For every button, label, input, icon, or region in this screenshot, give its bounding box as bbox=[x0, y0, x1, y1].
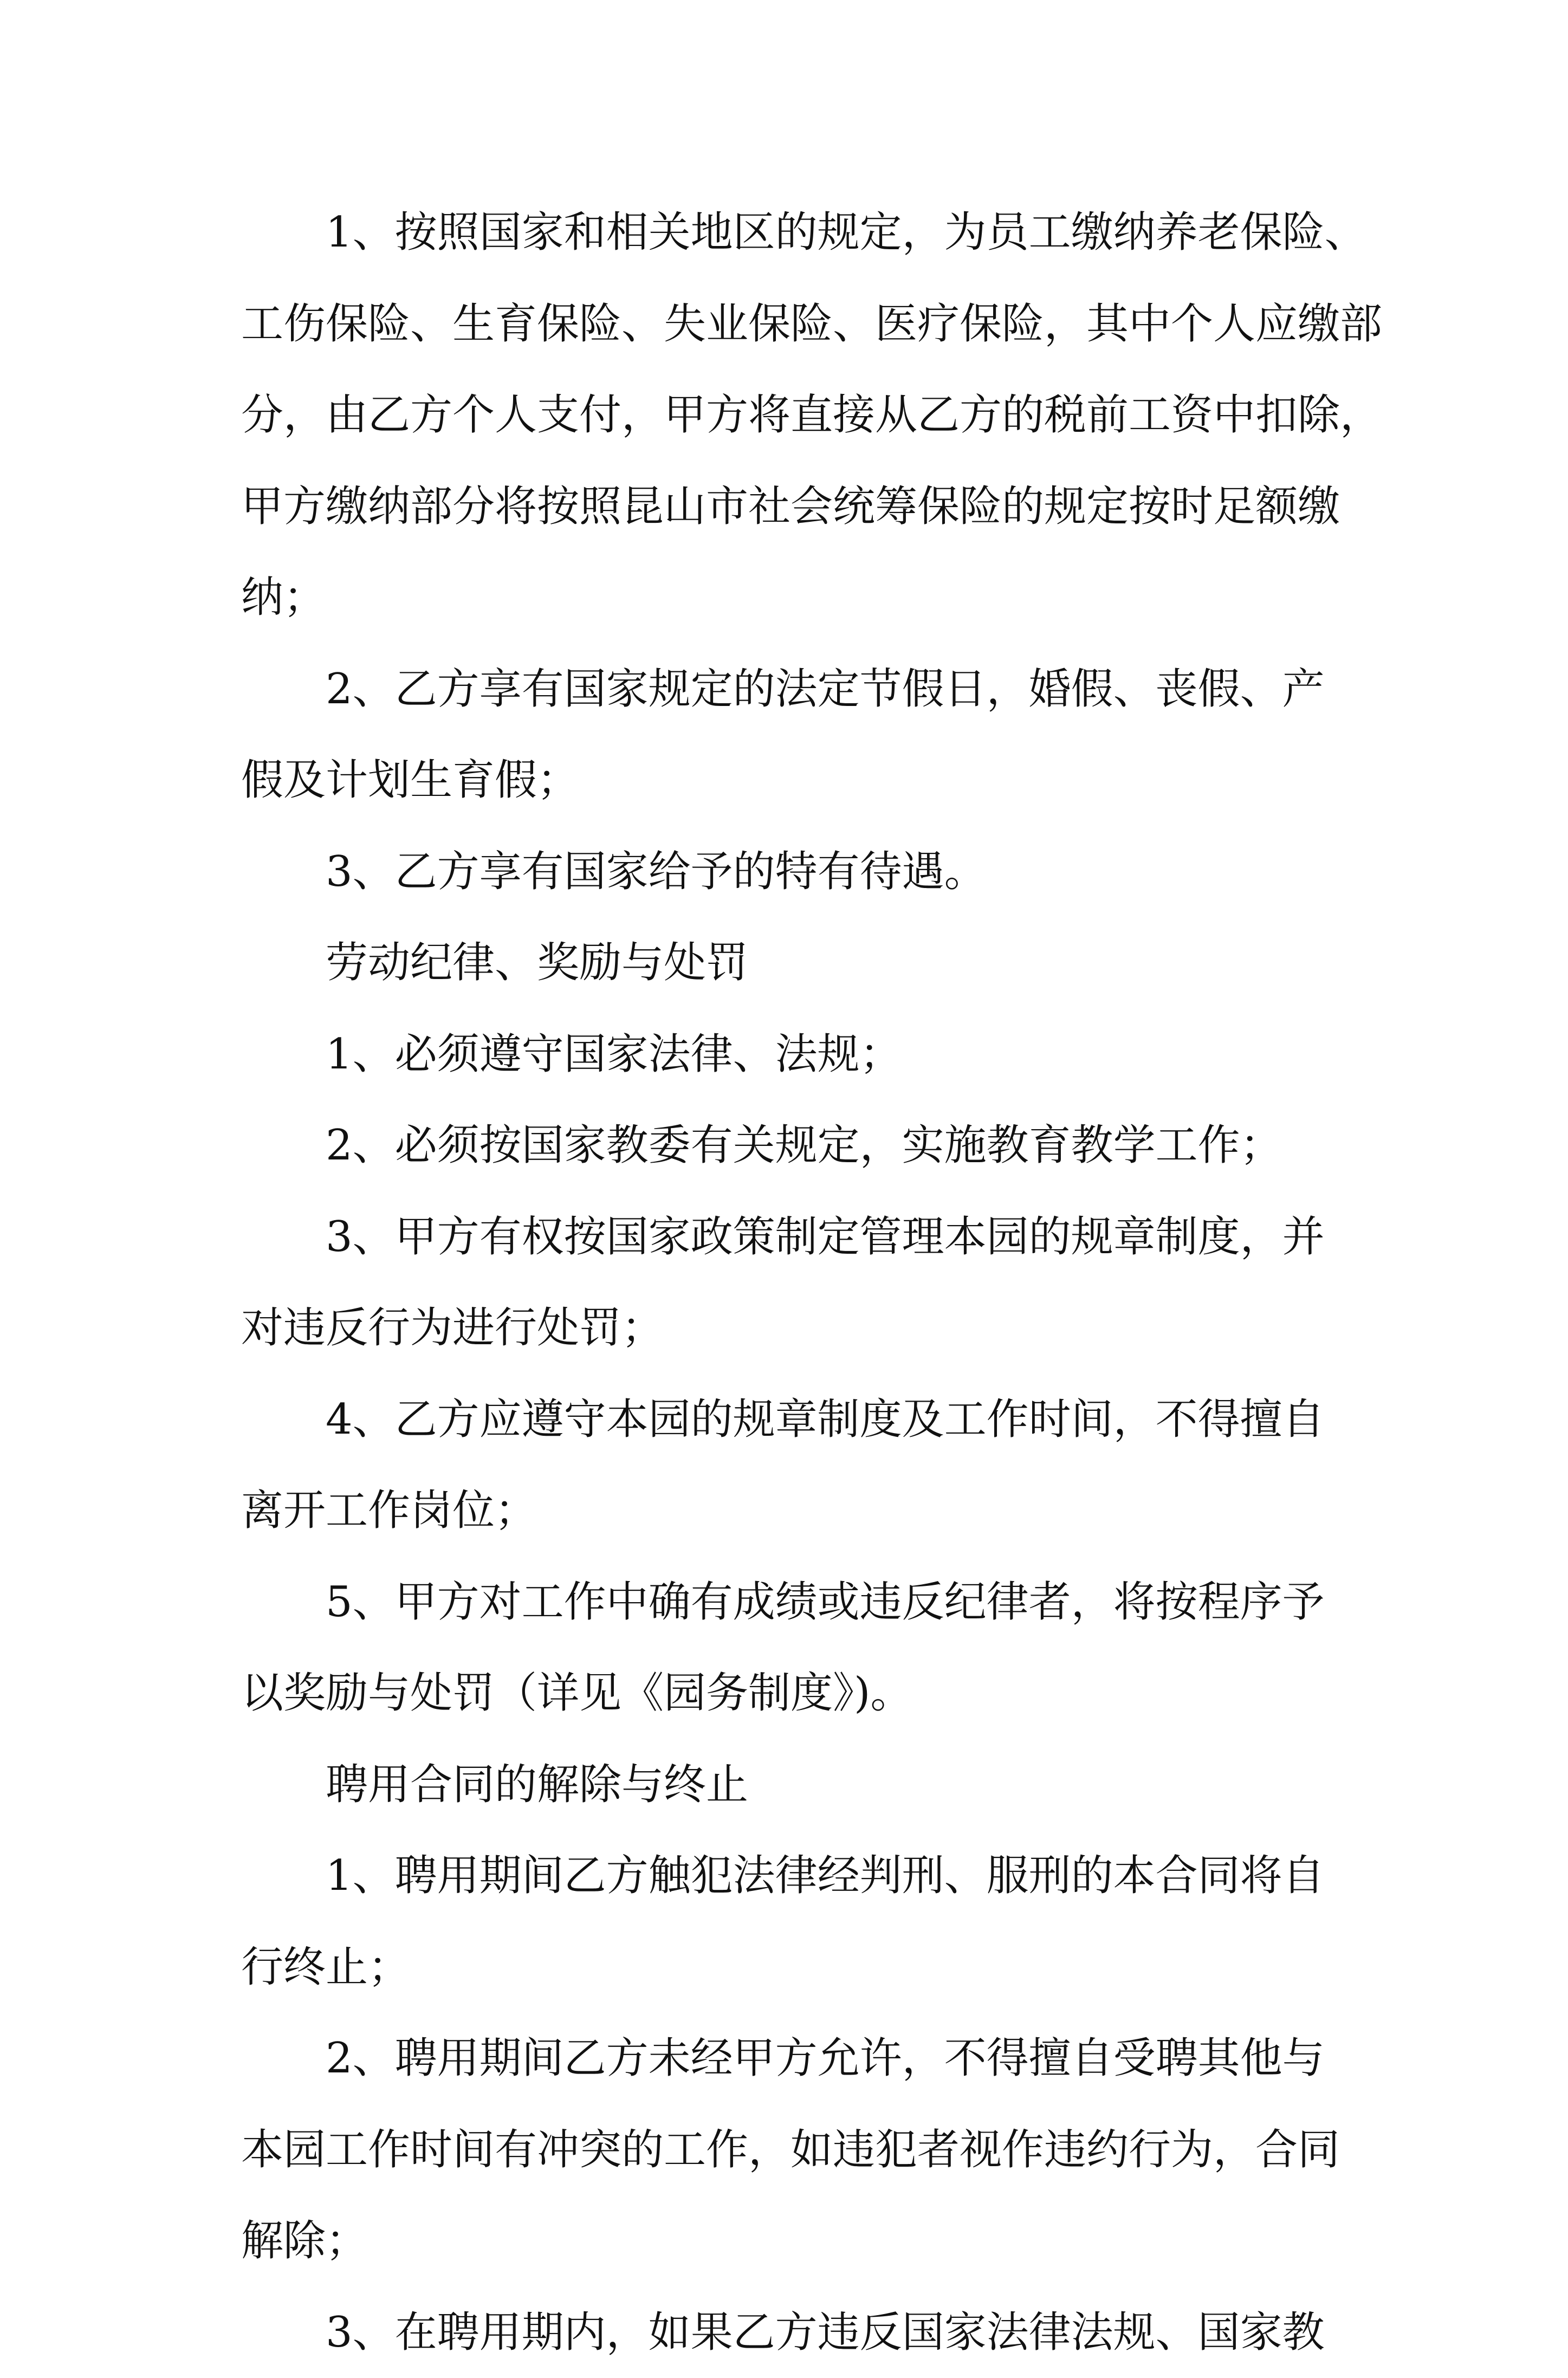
section-heading-discipline: 劳动纪律、奖励与处罚 bbox=[241, 917, 1352, 1009]
paragraph-work-hours: 4、乙方应遵守本园的规章制度及工作时间，不得擅自离开工作岗位； bbox=[241, 1374, 1352, 1557]
document-body bbox=[241, 187, 1352, 2378]
paragraph-social-insurance: 1、按照国家和相关地区的规定，为员工缴纳养老保险、工伤保险、生育保险、失业保险、医疗保险，其中个人应缴部分，由乙方个人支付，甲方将直接从乙方的税前工资中扣除，甲方缴纳部分将按照昆山市社会统筹保险的规定按时足额缴纳； bbox=[241, 187, 1390, 644]
paragraph-teaching-rules: 2、必须按国家教委有关规定，实施教育教学工作； bbox=[241, 1100, 1352, 1191]
paragraph-rewards-penalties: 5、甲方对工作中确有成绩或违反纪律者，将按程序予以奖励与处罚（详见《园务制度》)。 bbox=[241, 1557, 1352, 1739]
paragraph-violation-law: 3、在聘用期内，如果乙方违反国家法律法规、国家教 bbox=[241, 2287, 1352, 2378]
paragraph-criminal-termination: 1、聘用期间乙方触犯法律经判刑、服刑的本合同将自行终止； bbox=[241, 1830, 1352, 2013]
section-heading-termination: 聘用合同的解除与终止 bbox=[241, 1739, 1352, 1831]
paragraph-special-benefits: 3、乙方享有国家给予的特有待遇。 bbox=[241, 826, 1352, 918]
paragraph-rules-authority: 3、甲方有权按国家政策制定管理本园的规章制度，并对违反行为进行处罚； bbox=[241, 1191, 1352, 1374]
paragraph-obey-law: 1、必须遵守国家法律、法规； bbox=[241, 1009, 1352, 1100]
paragraph-outside-employment: 2、聘用期间乙方未经甲方允许，不得擅自受聘其他与本园工作时间有冲突的工作，如违犯者视作违约行为，合同解除； bbox=[241, 2013, 1352, 2287]
paragraph-holidays: 2、乙方享有国家规定的法定节假日，婚假、丧假、产假及计划生育假； bbox=[241, 644, 1352, 826]
